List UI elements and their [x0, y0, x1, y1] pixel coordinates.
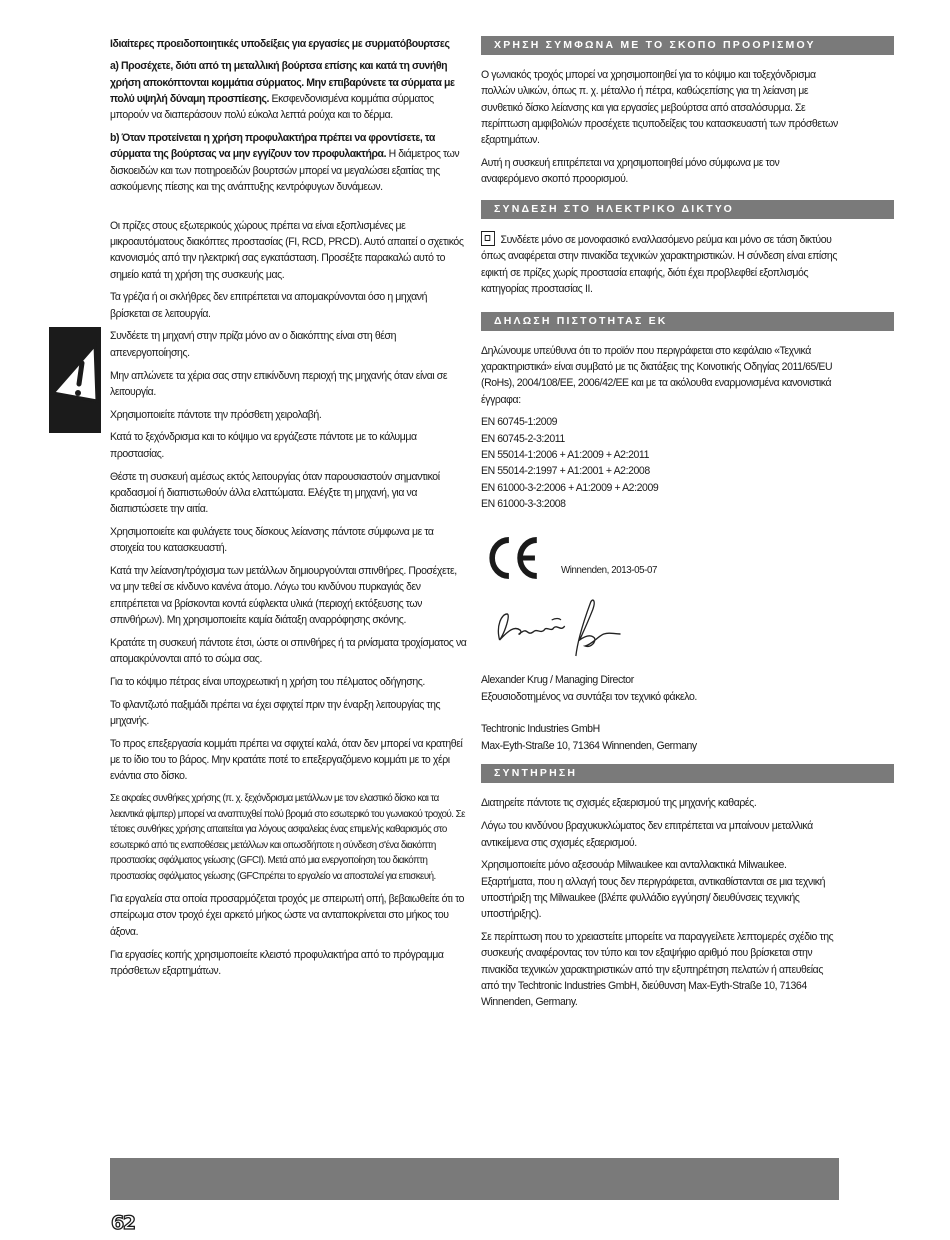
- item-b-bold: b) Όταν προτείνεται η χρήση προφυλακτήρα πρέπει να φροντίσετε, τα σύρματα της βούρτσας να μην εγγίζουν τον προφυλακτήρα.: [110, 131, 435, 161]
- declaration-paragraph: Δηλώνουμε υπεύθυνα ότι το προϊόν που περιγράφεται στο κεφάλαιο «Τεχνικά χαρακτηριστικά» είναι συμβατό με τις διατάξεις της Κοινοτικής Οδηγίας 2011/65/EU (RoHs), 2004/108/EE, 2006/42/EE και με τα ακόλουθα εναρμονισμένα κανονιστικά έγγραφα:: [481, 344, 833, 406]
- spacer: [110, 202, 468, 218]
- ce-row: [481, 536, 839, 596]
- page-number: 62: [111, 1212, 135, 1234]
- standard-item: EN 55014-1:2006 + A1:2009 + A2:2011: [481, 449, 650, 462]
- ce-mark-icon: [485, 536, 541, 580]
- left-column: [110, 36, 468, 986]
- mains-paragraph-text: Συνδέετε μόνο σε μονοφασικό εναλλασόμενο ρεύμα και μόνο σε τάση δικτύου όπως αναφέρεται στην πινακίδα τεχνικών χαρακτηριστικών. Η σύνδεση είναι επίσης εφικτή σε πρίζες χωρίς προστασία επαφής, διότι έχει προβλεφθεί εξοπλισμός κατηγορίας προστασίας II.: [481, 234, 837, 295]
- standard-item: EN 60745-2-3:2011: [481, 432, 565, 445]
- standard-item: EN 61000-3-2:2006 + A1:2009 + A2:2009: [481, 481, 659, 494]
- safety-paragraph: Το προς επεξεργασία κομμάτι πρέπει να σφιχτεί καλά, όταν δεν μπορεί να κρατηθεί με το ίδιο του το βάρος. Μην κρατάτε ποτέ το επεξεργαζόμενο κομμάτι με το χέρι ενάντια στο δίσκο.: [110, 737, 463, 783]
- right-column: [481, 36, 839, 1017]
- section-heading-maintenance: ΣΥΝΤΗΡΗΣΗ: [481, 764, 894, 783]
- safety-paragraph: Χρησιμοποιείτε πάντοτε την πρόσθετη χειρολαβή.: [110, 408, 322, 421]
- safety-paragraph: Κατά το ξεχόνδρισμα και το κόψιμο να εργάζεστε πάντοτε με το κάλυμμα προστασίας.: [110, 431, 417, 460]
- intended-use-paragraph: Ο γωνιακός τροχός μπορεί να χρησιμοποιηθεί για το κόψιμο και τοξεχόνδρισμα πολλών υλικών, όπως π. χ. μέταλλο ή πέτρα, καθώςεπίσης για τη λείανση με συνθετικό δίσκο λείανσης και για εργασίες μεβούρτσα από ατσαλόσυρμα. Σε περίπτωση αμφιβολιών προσέχετε τιςυποδείξεις του κατασκευαστή των πρόσθετων εξαρτημάτων.: [481, 69, 838, 147]
- safety-paragraph: Θέστε τη συσκευή αμέσως εκτός λειτουργίας όταν παρουσιαστούν σημαντικοί κραδασμοί ή διαπιστωθούν άλλα ελαττώματα. Ελέγξτε τη μηχανή, για να διαπιστώσετε την αιτία.: [110, 470, 440, 516]
- maintenance-text: [481, 795, 839, 1010]
- mains-text: [481, 231, 839, 297]
- wire-brush-warning-title: Ιδιαίτερες προειδοποιητικές υποδείξεις για εργασίες με συρματόβουρτσες: [110, 38, 450, 50]
- section-heading-declaration: ΔΗΛΩΣΗ ΠΙΣΤΟΤΗΤΑΣ ΕΚ: [481, 312, 894, 331]
- safety-paragraph: Για το κόψιμο πέτρας είναι υποχρεωτική η χρήση του πέλματος οδήγησης.: [110, 675, 425, 688]
- maintenance-paragraph: Χρησιμοποιείτε μόνο αξεσουάρ Milwaukee και ανταλλακτικά Milwaukee. Εξαρτήματα, που η αλλαγή τους δεν περιγράφεται, αντικαθίστανται σε μια τεχνική υποστήριξη της Milwaukee (βλέπε φυλλάδιο εγγύηση/ διευθύνσεις τεχνικής υποστήριξης).: [481, 859, 825, 921]
- company-name: Techtronic Industries GmbH: [481, 723, 600, 736]
- standards-list: [481, 414, 839, 512]
- wire-brush-item-b: [110, 130, 468, 195]
- signature-image: [487, 596, 627, 662]
- maintenance-paragraph: Λόγω του κινδύνου βραχυκυκλώματος δεν επιτρέπεται να μπαίνουν μεταλλικά αντικείμενα στις σχισμές εξαερισμού.: [481, 820, 813, 849]
- safety-paragraph: Συνδέετε τη μηχανή στην πρίζα μόνο αν ο διακόπτης είναι στη θέση απενεργοποίησης.: [110, 330, 397, 359]
- safety-paragraph: Τα γρέζια ή οι σκλήθρες δεν επιτρέπεται να απομακρύνονται όσο η μηχανή βρίσκεται σε λειτουργία.: [110, 291, 428, 320]
- left-column-text: [110, 36, 468, 979]
- item-a-text: Εκσφενδονισμένα κομμάτια σύρματος μπορούν να διαπεράσουν πολύ εύκολα λεπτά ρούχα και το δέρμα.: [110, 92, 434, 122]
- warning-triangle-icon: [49, 327, 101, 433]
- gfci-paragraph: Σε ακραίες συνθήκες χρήσης (π. χ. ξεχόνδρισμα μετάλλων με τον ελαστικό δίσκο και τα λειαντικά φίμπερ) μπορεί να αναπτυχθεί πολύ βρομιά στο εσωτερικό του γωνιακού τροχού. Σε τέτοιες συνθήκες χρήσης απαιτείται για λόγους ασφαλείας ένας επιμελής καθαρισμός στο εσωτερικό από τις εναποθέσεις μετάλλων και οπωσδήποτε η σύνδεση σ'ένα διακόπτη προστασίας σφάλματος γείωσης (GFCI). Μετά από μια ενεργοποίηση του διακόπτη προστασίας σφάλματος γείωσης (GFCπρέπει το εργαλείο να αποσταλεί για επισκευή.: [110, 792, 465, 883]
- item-a-bold: a) Προσέχετε, διότι από τη μεταλλική βούρτσα επίσης και κατά τη συνήθη χρήση αποκόπτονται κομμάτια σύρματος. Μην επιβαρύνετε τα σύρματα με πολύ υψηλή δύναμη προσπίεσης.: [110, 60, 455, 105]
- safety-paragraph: Χρησιμοποιείτε και φυλάγετε τους δίσκους λείανσης πάντοτε σύμφωνα με τα στοιχεία του κατασκευαστή.: [110, 525, 434, 555]
- maintenance-paragraph: Σε περίπτωση που το χρειαστείτε μπορείτε να παραγγείλετε λεπτομερές σχέδιο της συσκευής αναφέροντας τον τύπο και τον εξαψήφιο αριθμό που βρίσκεται στην πινακίδα τεχνικών χαρακτηριστικών από την εξυπηρέτηση πελατών ή απευθείας από την Techtronic Industries GmbH, διεύθυνση Max-Eyth-Straße 10, 71364 Winnenden, Germany.: [481, 931, 834, 1009]
- safety-paragraph: Οι πρίζες στους εξωτερικούς χώρους πρέπει να είναι εξοπλισμένες με μικροαυτόματους διακόπτες προστασίας (FI, RCD, PRCD). Αυτό απαιτεί ο σχετικός κανονισμός από την ηλεκτρική σας εγκατάσταση. Προσέξτε παρακαλώ αυτό το σημείο κατά τη χρήση της συσκευής μας.: [110, 219, 464, 281]
- safety-paragraph: Για εργαλεία στα οποία προσαρμόζεται τροχός με σπειρωτή οπή, βεβαιωθείτε ότι το σπείρωμα στον τροχό έχει αρκετό μήκος ώστε να ανταποκρίνεται στο μήκος του άξονα.: [110, 893, 465, 938]
- safety-paragraph: Κρατάτε τη συσκευή πάντοτε έτσι, ώστε οι σπινθήρες ή τα ρινίσματα τροχίσματος να απομακρύνονται από το σώμα σας.: [110, 636, 467, 665]
- safety-paragraph: Το φλαντζωτό παξιμάδι πρέπει να έχει σφιχτεί πριν την έναρξη λειτουργίας της μηχανής.: [110, 698, 441, 727]
- signatory: Alexander Krug / Managing Director: [481, 674, 634, 687]
- standard-item: EN 61000-3-3:2008: [481, 497, 566, 510]
- maintenance-paragraph: Διατηρείτε πάντοτε τις σχισμές εξαερισμού της μηχανής καθαρές.: [481, 797, 757, 810]
- wire-brush-item-a: [110, 58, 468, 123]
- intended-use-paragraph: Αυτή η συσκευή επιτρέπεται να χρησιμοποιηθεί μόνο σύμφωνα με τον αναφερόμενο σκοπό προορισμού.: [481, 156, 780, 186]
- mains-paragraph: [481, 231, 839, 297]
- section-heading-mains: ΣΥΝΔΕΣΗ ΣΤΟ ΗΛΕΚΤΡΙΚΟ ΔΙΚΤΥΟ: [481, 200, 894, 219]
- section-heading-intended-use: ΧΡΗΣΗ ΣΥΜΦΩΝΑ ΜΕ ΤΟ ΣΚΟΠΟ ΠΡΟΟΡΙΣΜΟΥ: [481, 36, 894, 55]
- place-date: Winnenden, 2013-05-07: [560, 564, 657, 577]
- company-address: Max-Eyth-Straße 10, 71364 Winnenden, Germany: [481, 739, 697, 752]
- item-b-text: Η διάμετρος των δισκοειδών και των ποτηροειδών βουρτσών μπορεί να μεγαλώσει εξαιτίας της ασκούμενης πίεσης και της ανάπτυξης κεντρόφυγων δυνάμεων.: [110, 148, 460, 193]
- footer-bar: [110, 1158, 839, 1200]
- safety-paragraph: Για εργασίες κοπής χρησιμοποιείτε κλειστό προφυλακτήρα από το πρόγραμμα πρόσθετων εξαρτημάτων.: [110, 948, 444, 977]
- standard-item: EN 60745-1:2009: [481, 416, 558, 429]
- protection-class-ii-icon: [481, 231, 495, 246]
- warning-side-tab: [49, 327, 101, 433]
- safety-paragraph: Κατά την λείανση/τρόχισμα των μετάλλων δημιουργούνται σπινθήρες. Προσέχετε, να μην τεθεί σε κίνδυνο κανένα άτομο. Λόγω του κινδύνου πυρκαγιάς δεν επιτρέπεται να βρίσκονται κοντά εύφλεκτα υλικά (περιοχή εκτόξευσης των σπινθήρων). Μη χρησιμοποιείτε καμία διάταξη αναρρόφησης σκόνης.: [110, 565, 457, 626]
- intended-use-text: [481, 67, 839, 188]
- signatory-role: Εξουσιοδοτημένος να συντάξει τον τεχνικό φάκελο.: [481, 690, 697, 703]
- standard-item: EN 55014-2:1997 + A1:2001 + A2:2008: [481, 465, 650, 478]
- declaration-text: [481, 343, 839, 754]
- safety-paragraph: Μην απλώνετε τα χέρια σας στην επικίνδυνη περιοχή της μηχανής όταν είναι σε λειτουργία.: [110, 369, 448, 398]
